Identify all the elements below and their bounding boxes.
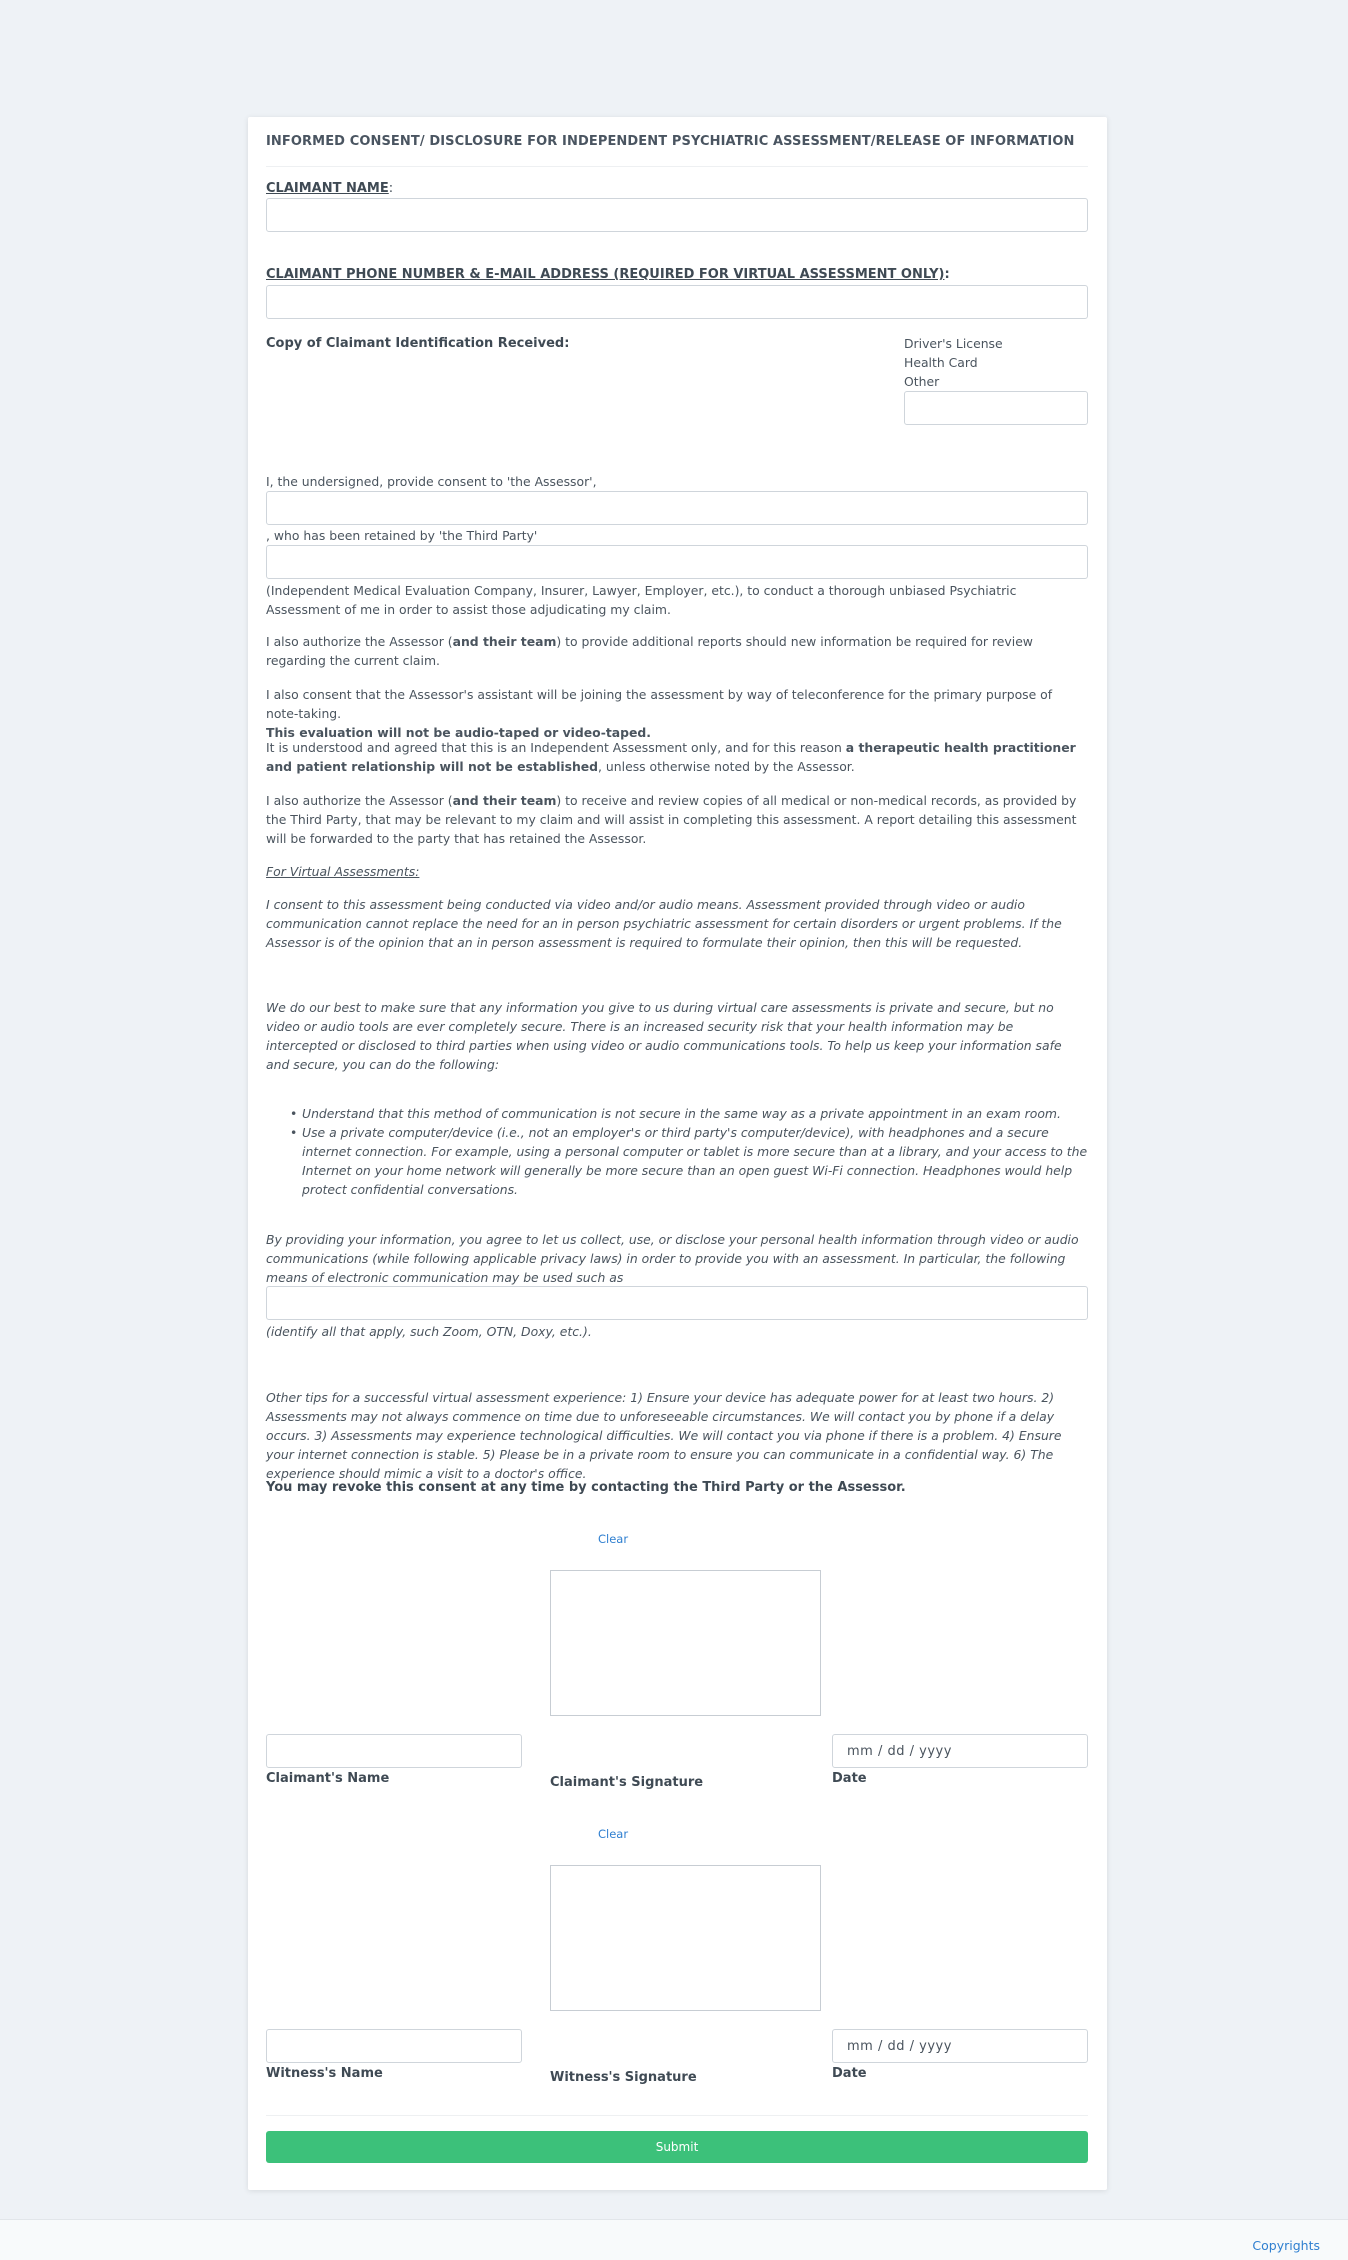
id-other-input[interactable] — [904, 391, 1088, 425]
para-assistant-part1: I also consent that the Assessor's assistant will be joining the assessment by way of teleconference for the primary purpose of note-taking. — [266, 687, 1053, 721]
claimant-contact-colon: : — [944, 267, 950, 282]
clear-claimant-signature-link[interactable]: Clear — [598, 1532, 629, 1546]
list-item — [290, 1104, 1088, 1123]
bullet-icon: • — [290, 1125, 298, 1140]
bullet-text-1: Understand that this method of communication is not secure in the same way as a private appointment in an exam room. — [302, 1106, 1061, 1121]
claimant-date-input[interactable]: mm / dd / yyyy — [832, 1734, 1088, 1768]
para-records-bold: and their team — [452, 793, 557, 808]
id-option-health-card[interactable]: Health Card — [904, 355, 978, 370]
para-independent — [266, 738, 1088, 776]
form-title: INFORMED CONSENT/ DISCLOSURE FOR INDEPENDENT PSYCHIATRIC ASSESSMENT/RELEASE OF INFORMATION — [266, 134, 1075, 149]
witness-signature-pad[interactable] — [550, 1865, 821, 2011]
virtual-para-3: By providing your information, you agree to let us collect, use, or disclose your personal health information through video or audio communications (while following applicable privacy laws) in order to provide you with an assessment. In particular, the following means of electronic communication may be used such as — [266, 1232, 1079, 1285]
para-assistant — [266, 685, 1088, 742]
title-divider — [266, 166, 1088, 167]
consent-form-card — [248, 117, 1107, 2190]
para-independent-bold: a therapeutic health practitioner and patient relationship will not be established — [266, 740, 1076, 774]
para-reports-part2: ) to provide additional reports should new information be required for review regarding the current claim. — [266, 634, 1033, 668]
para-reports — [266, 632, 1088, 670]
revoke-text: You may revoke this consent at any time by contacting the Third Party or the Assessor. — [266, 1480, 906, 1495]
consent-assessor-text: I, the undersigned, provide consent to 'the Assessor', — [266, 474, 597, 489]
para-independent-part2: , unless otherwise noted by the Assessor. — [598, 759, 855, 774]
claimant-name-label — [266, 181, 393, 196]
id-option-other[interactable]: Other — [904, 374, 940, 389]
claimant-contact-input[interactable] — [266, 285, 1088, 319]
id-received-label: Copy of Claimant Identification Received: — [266, 336, 570, 351]
security-tips-list — [290, 1104, 1088, 1199]
copyrights-link[interactable]: Copyrights — [1252, 2238, 1320, 2253]
virtual-para-1: I consent to this assessment being conducted via video and/or audio means. Assessment provided through video or audio communication cannot replace the need for an in person psychiatric assessment for certain disorders or urgent problems. If the Assessor is of the opinion that an in person assessment is required to formulate their opinion, then this will be requested. — [266, 897, 1062, 950]
claimant-contact-label-text: CLAIMANT PHONE NUMBER & E-MAIL ADDRESS (REQUIRED FOR VIRTUAL ASSESSMENT ONLY) — [266, 267, 945, 282]
para-records-part1: I also authorize the Assessor ( — [266, 793, 453, 808]
communication-means-input[interactable] — [266, 1286, 1088, 1320]
clear-witness-signature-link[interactable]: Clear — [598, 1827, 629, 1841]
para-reports-bold: and their team — [452, 634, 557, 649]
id-option-drivers-license[interactable]: Driver's License — [904, 336, 1003, 351]
claimant-name-input[interactable] — [266, 198, 1088, 232]
witness-date-label: Date — [832, 2066, 867, 2081]
submit-button[interactable]: Submit — [266, 2131, 1088, 2163]
third-party-input[interactable] — [266, 545, 1088, 579]
assessor-name-input[interactable] — [266, 491, 1088, 525]
para-assistant-bold: This evaluation will not be audio-taped or video-taped. — [266, 725, 651, 740]
para-company: (Independent Medical Evaluation Company, Insurer, Lawyer, Employer, etc.), to conduct a thorough unbiased Psychiatric Assessment of me in order to assist those adjudicating my claim. — [266, 583, 1017, 617]
para-reports-part1: I also authorize the Assessor ( — [266, 634, 453, 649]
virtual-para-4: Other tips for a successful virtual assessment experience: 1) Ensure your device has adequate power for at least two hours. 2) Assessments may not always commence on time due to unforeseeable circumstances. We will contact you by phone if a delay occurs. 3) Assessments may experience technological difficulties. We will contact you via phone if there is a problem. 4) Ensure your internet connection is stable. 5) Please be in a private room to ensure you can communicate in a confidential way. 6) The experience should mimic a visit to a doctor's office. — [266, 1390, 1062, 1481]
para-records — [266, 791, 1088, 848]
identify-note: (identify all that apply, such Zoom, OTN, Doxy, etc.). — [266, 1324, 592, 1339]
submit-divider — [266, 2115, 1088, 2116]
claimant-signature-pad[interactable] — [550, 1570, 821, 1716]
claimant-date-label: Date — [832, 1771, 867, 1786]
para-records-part2: ) to receive and review copies of all medical or non-medical records, as provided by the Third Party, that may be relevant to my claim and will assist in completing this assessment. A report detailing this assessment will be forwarded to the party that has retained the Assessor. — [266, 793, 1077, 846]
bullet-icon: • — [290, 1106, 298, 1121]
claimant-name-sign-input[interactable] — [266, 1734, 522, 1768]
witness-signature-label: Witness's Signature — [550, 2070, 697, 2085]
witness-name-input[interactable] — [266, 2029, 522, 2063]
virtual-heading: For Virtual Assessments: — [266, 864, 420, 879]
claimant-name-field-label: Claimant's Name — [266, 1771, 390, 1786]
retained-by-text: , who has been retained by 'the Third Party' — [266, 528, 538, 543]
virtual-para-2: We do our best to make sure that any information you give to us during virtual care assessments is private and secure, but no video or audio tools are ever completely secure. There is an increased security risk that your health information may be intercepted or disclosed to third parties when using video or audio communications tools. To help us keep your information safe and secure, you can do the following: — [266, 1000, 1062, 1072]
list-item — [290, 1123, 1088, 1199]
claimant-name-label-text: CLAIMANT NAME — [266, 181, 389, 196]
para-independent-part1: It is understood and agreed that this is an Independent Assessment only, and for this reason — [266, 740, 846, 755]
witness-name-field-label: Witness's Name — [266, 2066, 383, 2081]
bullet-text-2: Use a private computer/device (i.e., not an employer's or third party's computer/device), with headphones and a secure internet connection. For example, using a personal computer or tablet is more secure than at a library, and your access to the Internet on your home network will generally be more secure than an open guest Wi-Fi connection. Headphones would help protect confidential conversations. — [302, 1125, 1088, 1197]
claimant-signature-label: Claimant's Signature — [550, 1775, 704, 1790]
claimant-name-colon: : — [388, 181, 394, 196]
claimant-contact-label — [266, 267, 950, 282]
page-footer — [0, 2219, 1348, 2260]
witness-date-input[interactable]: mm / dd / yyyy — [832, 2029, 1088, 2063]
